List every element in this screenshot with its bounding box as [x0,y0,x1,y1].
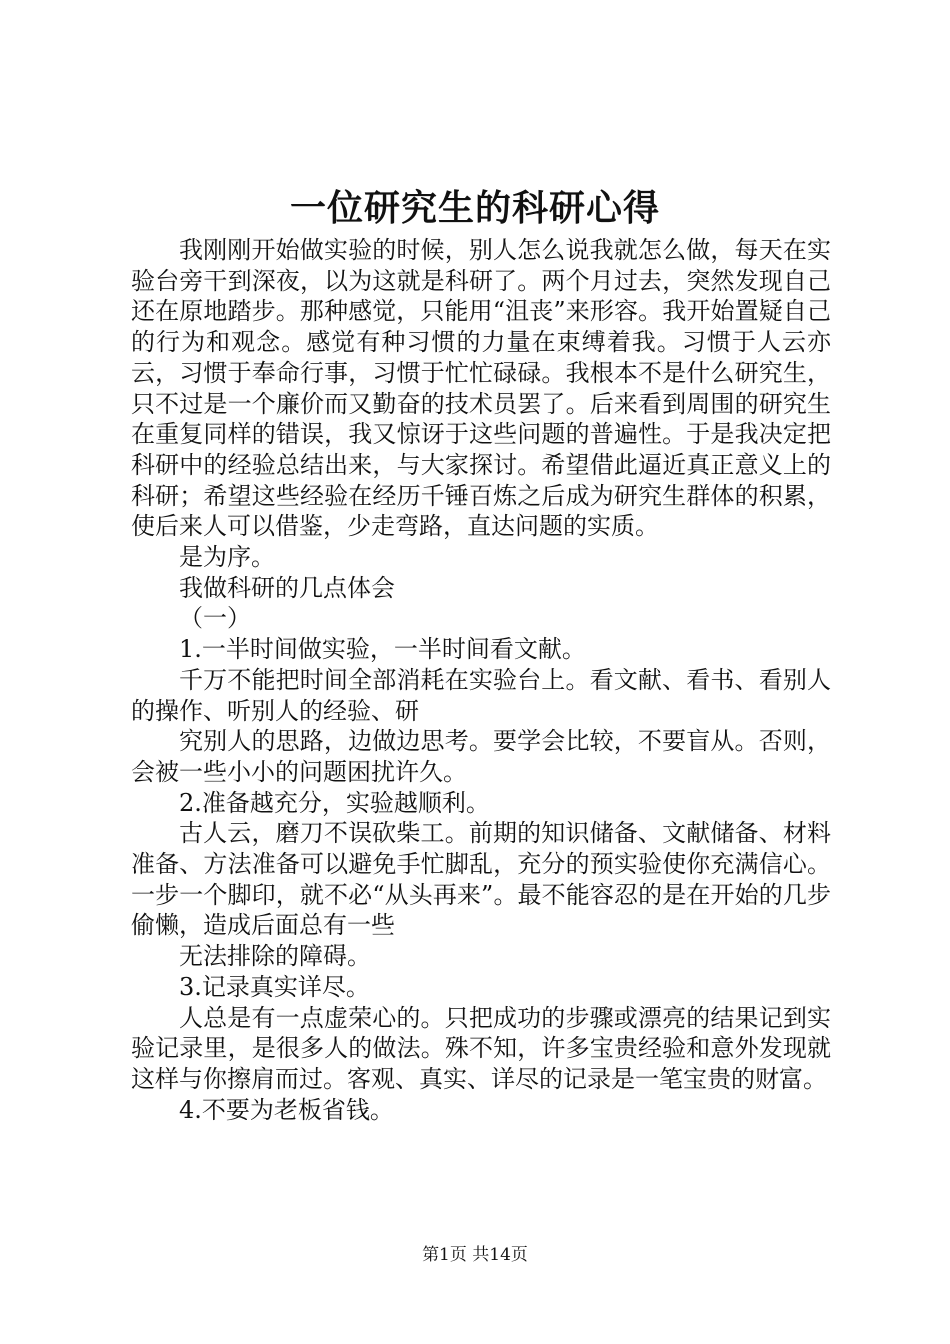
section-number: （一） [179,604,251,633]
point-heading: 2.准备越充分，实验越顺利。 [179,788,490,817]
document-body [131,235,831,1125]
document-title: 一位研究生的科研心得 [289,187,660,229]
paragraph: 究别人的思路，边做边思考。要学会比较，不要盲从。否则，会被一些小小的问题困扰许久。 [131,727,831,786]
page-footer: 第1页 共14页 [422,1245,528,1265]
point-heading: 4.不要为老板省钱。 [179,1095,394,1124]
paragraph: 我刚刚开始做实验的时候，别人怎么说我就怎么做，每天在实验台旁干到深夜，以为这就是科研了。两个月过去，突然发现自己还在原地踏步。那种感觉，只能用“沮丧”来形容。我开始置疑自己的行为和观念。感觉有种习惯的力量在束缚着我。习惯于人云亦云，习惯于奉命行事，习惯于忙忙碌碌。我根本不是什么研究生，只不过是一个廉价而又勤奋的技术员罢了。后来看到周围的研究生在重复同样的错误，我又惊讶于这些问题的普遍性。于是我决定把科研中的经验总结出来，与大家探讨。希望借此逼近真正意义上的科研；希望这些经验在经历千锤百炼之后成为研究生群体的积累，使后来人可以借鉴，少走弯路，直达问题的实质。 [131,236,831,541]
paragraph: 人总是有一点虚荣心的。只把成功的步骤或漂亮的结果记到实验记录里，是很多人的做法。殊不知，许多宝贵经验和意外发现就这样与你擦肩而过。客观、真实、详尽的记录是一笔宝贵的财富。 [131,1003,831,1093]
paragraph: 是为序。 [179,543,275,572]
point-heading: 3.记录真实详尽。 [179,972,370,1001]
section-heading: 我做科研的几点体会 [179,573,395,602]
paragraph: 千万不能把时间全部消耗在实验台上。看文献、看书、看别人的操作、听别人的经验、研 [131,665,831,725]
point-heading: 1.一半时间做实验，一半时间看文献。 [179,635,586,664]
paragraph: 无法排除的障碍。 [179,942,371,971]
paragraph: 古人云，磨刀不误砍柴工。前期的知识储备、文献储备、材料准备、方法准备可以避免手忙脚乱，充分的预实验使你充满信心。一步一个脚印，就不必“从头再来”。最不能容忍的是在开始的几步偷懒，造成后面总有一些 [131,819,831,940]
